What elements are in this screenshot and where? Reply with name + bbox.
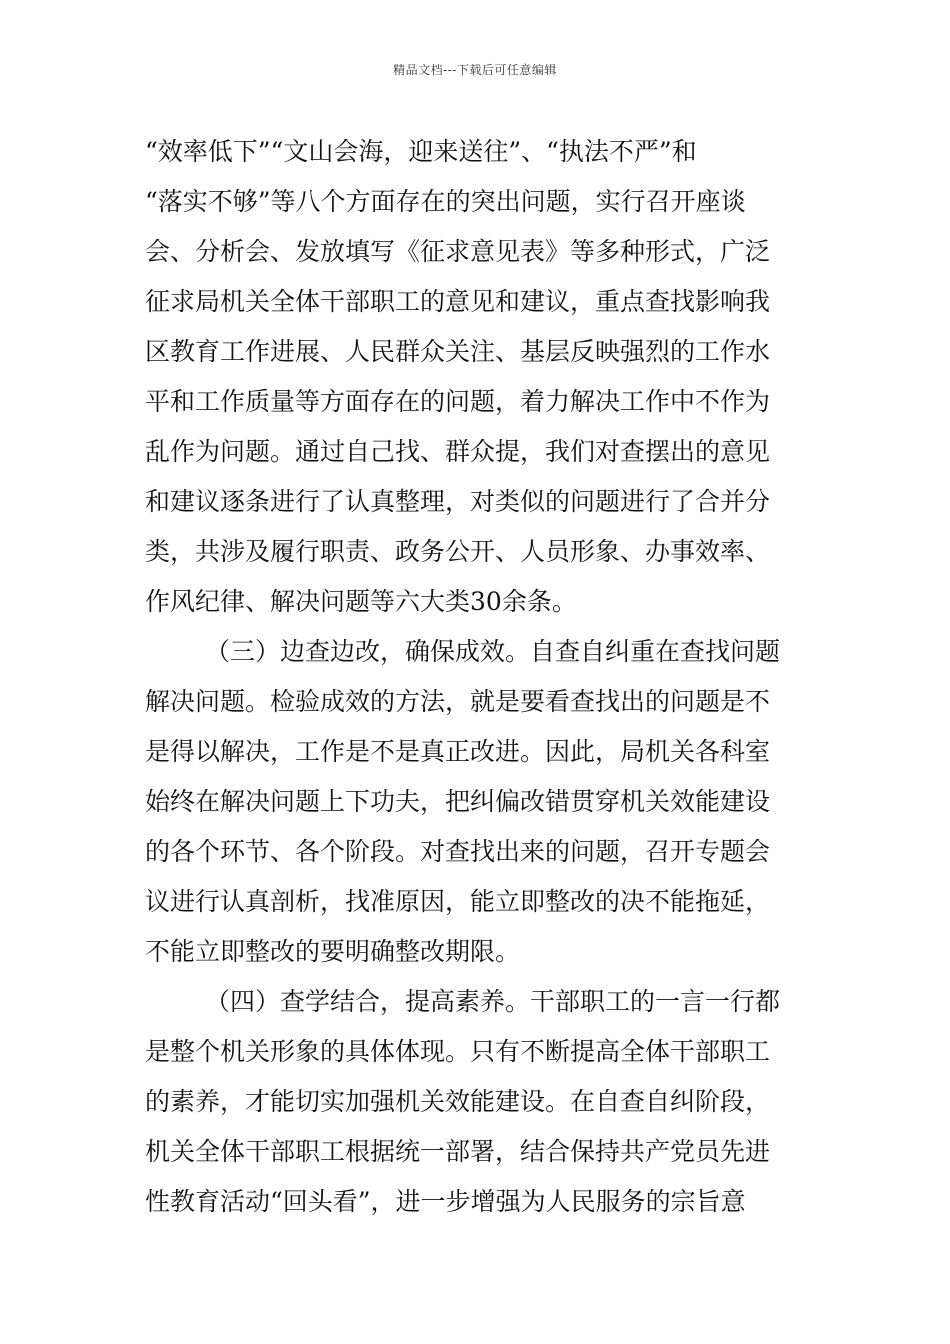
text-line: 议进行认真剖析，找准原因，能立即整改的决不能拖延， — [145, 887, 771, 916]
text-line: 区教育工作进展、人民群众关注、基层反映强烈的工作水 — [145, 337, 771, 366]
document-body — [145, 127, 807, 1227]
text-line: 的素养，才能切实加强机关效能建设。在自查自纠阶段， — [145, 1087, 771, 1116]
text-line: 征求局机关全体干部职工的意见和建议，重点查找影响我 — [145, 287, 771, 316]
page-header: 精品文档---下载后可任意编辑 — [393, 63, 557, 77]
paragraph-first-line: （三）边查边改，确保成效。自查自纠重在查找问题 — [205, 637, 781, 666]
text-line: 乱作为问题。通过自己找、群众提，我们对查摆出的意见 — [145, 437, 771, 466]
text-line: “效率低下”“文山会海，迎来送往”、“执法不严”和 — [145, 137, 697, 166]
text-line: 是得以解决，工作是不是真正改进。因此，局机关各科室 — [145, 737, 771, 766]
text-line: 性教育活动“回头看”，进一步增强为人民服务的宗旨意 — [145, 1187, 746, 1216]
text-line: 不能立即整改的要明确整改期限。 — [145, 937, 521, 966]
paragraph-first-line: （四）查学结合，提高素养。干部职工的一言一行都 — [205, 987, 781, 1016]
text-line: 机关全体干部职工根据统一部署，结合保持共产党员先进 — [145, 1137, 771, 1166]
text-line: 类，共涉及履行职责、政务公开、人员形象、办事效率、 — [145, 537, 771, 566]
text-line: 平和工作质量等方面存在的问题，着力解决工作中不作为 — [145, 387, 771, 416]
text-line: 作风纪律、解决问题等六大类30余条。 — [145, 587, 577, 616]
text-line: 会、分析会、发放填写《征求意见表》等多种形式，广泛 — [145, 237, 771, 266]
text-line: 解决问题。检验成效的方法，就是要看查找出的问题是不 — [145, 687, 771, 716]
text-line: 始终在解决问题上下功夫，把纠偏改错贯穿机关效能建设 — [145, 787, 771, 816]
text-line: 和建议逐条进行了认真整理，对类似的问题进行了合并分 — [145, 487, 771, 516]
text-line: “落实不够”等八个方面存在的突出问题，实行召开座谈 — [145, 187, 746, 216]
text-line: 是整个机关形象的具体体现。只有不断提高全体干部职工 — [145, 1037, 771, 1066]
text-line: 的各个环节、各个阶段。对查找出来的问题，召开专题会 — [145, 837, 771, 866]
